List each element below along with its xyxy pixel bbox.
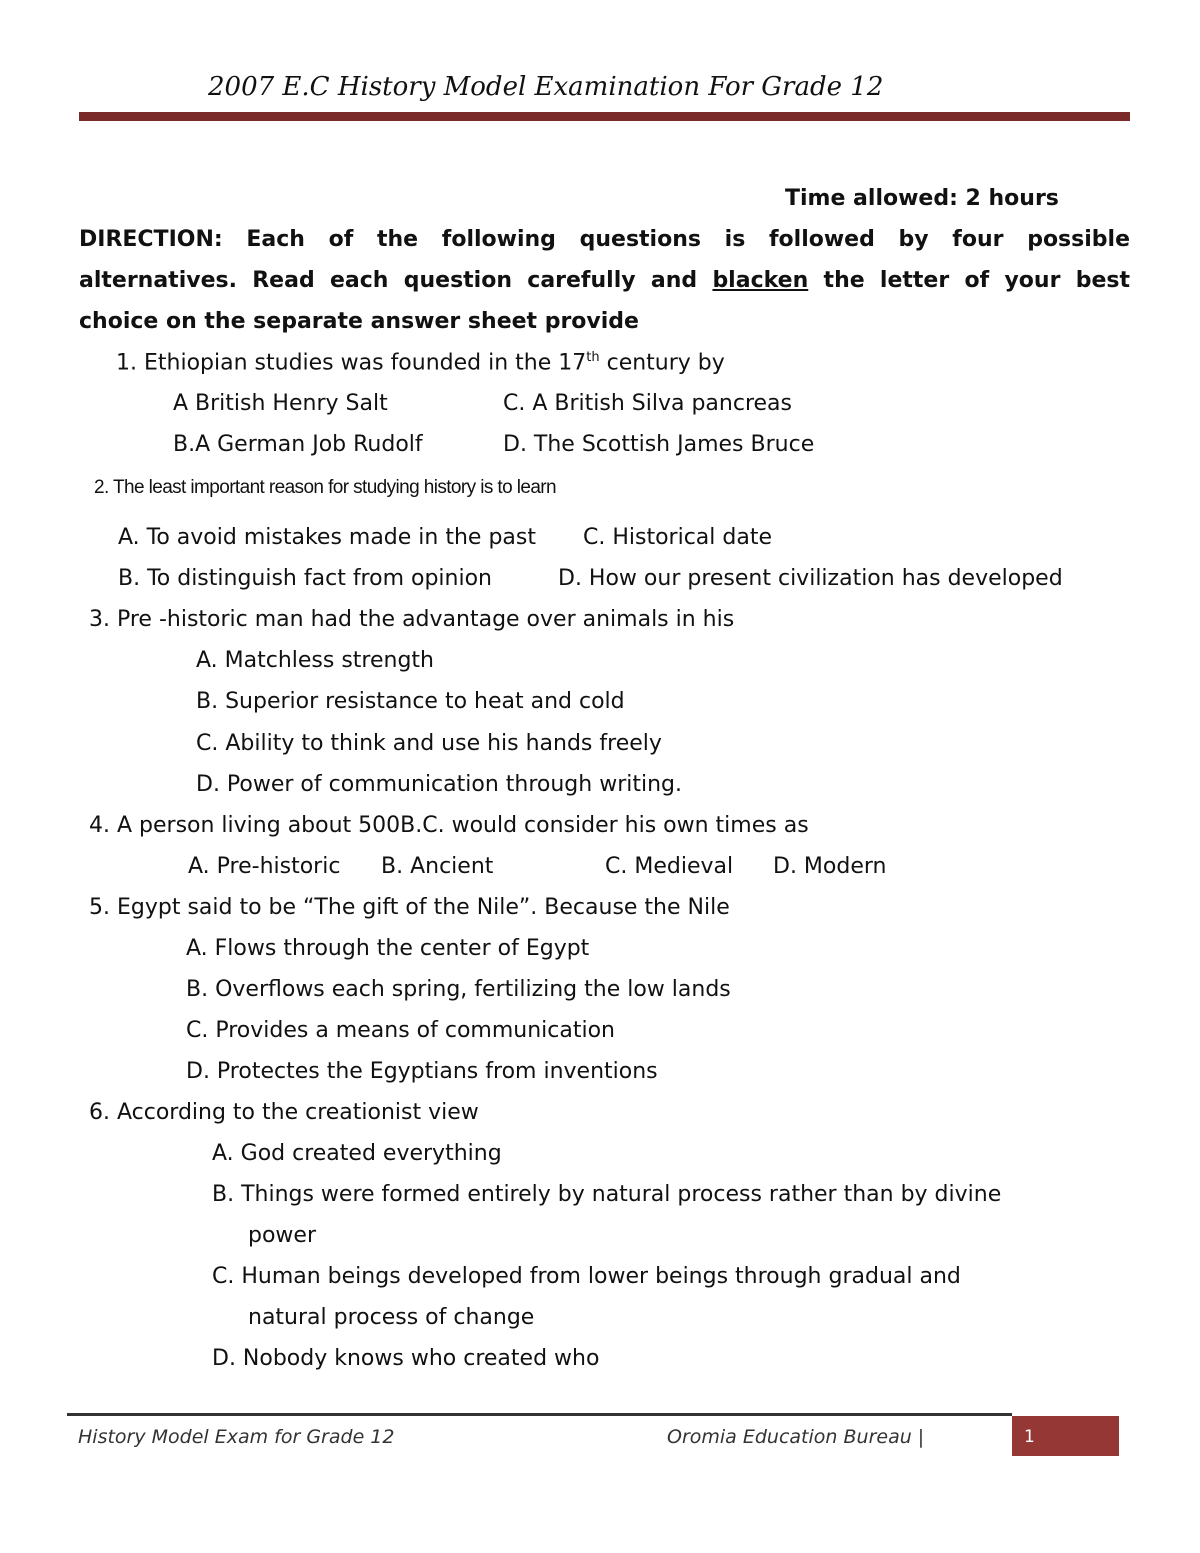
direction-line-2-pre: alternatives. Read each question carefully and [79, 268, 698, 293]
q4-option-c: C. Medieval [605, 854, 734, 879]
question-4: 4. A person living about 500B.C. would consider his own times as [89, 813, 809, 838]
page-number: 1 [1024, 1427, 1035, 1447]
q1-option-b: B.A German Job Rudolf [173, 432, 423, 457]
question-5: 5. Egypt said to be “The gift of the Nile”. Because the Nile [89, 895, 730, 920]
footer-right-text: Oromia Education Bureau | [667, 1426, 925, 1448]
direction-line-3: choice on the separate answer sheet provide [79, 309, 639, 334]
q3-option-a: A. Matchless strength [196, 648, 435, 673]
q6-option-d: D. Nobody knows who created who [212, 1346, 600, 1371]
question-1-text-pre: Ethiopian studies was founded in the 17 [144, 350, 587, 376]
question-3: 3. Pre -historic man had the advantage over animals in his [89, 607, 735, 632]
q2-option-a: A. To avoid mistakes made in the past [118, 525, 536, 550]
direction-line-1: DIRECTION: Each of the following questions is followed by four possible [79, 227, 1130, 252]
q5-option-b: B. Overflows each spring, fertilizing the low lands [186, 977, 731, 1002]
q6-option-a: A. God created everything [212, 1141, 502, 1166]
q5-option-a: A. Flows through the center of Egypt [186, 936, 590, 961]
footer-rule [67, 1413, 1012, 1416]
q6-option-c-line-2: natural process of change [248, 1305, 535, 1330]
q2-option-c: C. Historical date [583, 525, 772, 550]
q3-option-b: B. Superior resistance to heat and cold [196, 689, 625, 714]
q4-option-a: A. Pre-historic [188, 854, 341, 879]
q6-option-b-line-2: power [248, 1223, 316, 1248]
footer-left-text: History Model Exam for Grade 12 [78, 1426, 395, 1448]
direction-line-2 [79, 268, 1130, 293]
q1-option-c: C. A British Silva pancreas [503, 391, 792, 416]
q5-option-d: D. Protectes the Egyptians from inventions [186, 1059, 658, 1084]
q3-option-d: D. Power of communication through writing. [196, 772, 682, 797]
question-6: 6. According to the creationist view [89, 1100, 479, 1125]
q6-option-c-line-1: C. Human beings developed from lower beings through gradual and [212, 1264, 961, 1289]
q4-option-d: D. Modern [773, 854, 887, 879]
question-1-superscript: th [586, 350, 600, 365]
q1-option-d: D. The Scottish James Bruce [503, 432, 815, 457]
q2-option-d: D. How our present civilization has developed [558, 566, 1063, 591]
header-rule [79, 112, 1130, 121]
q3-option-c: C. Ability to think and use his hands freely [196, 731, 662, 756]
question-1-text-post: century by [599, 350, 725, 376]
page-header-title: 2007 E.C History Model Examination For Grade 12 [208, 72, 884, 102]
blacken-word: blacken [712, 268, 809, 293]
q5-option-c: C. Provides a means of communication [186, 1018, 615, 1043]
q2-option-b: B. To distinguish fact from opinion [118, 566, 492, 591]
q6-option-b-line-1: B. Things were formed entirely by natural process rather than by divine [212, 1182, 1002, 1207]
page-number-box [1012, 1416, 1119, 1456]
question-1-number: 1. [116, 350, 137, 376]
question-2: 2. The least important reason for studying history is to learn [94, 477, 556, 498]
q4-option-b: B. Ancient [381, 854, 494, 879]
question-1 [116, 350, 725, 375]
direction-line-2-post: the letter of your best [823, 268, 1130, 293]
q1-option-a: A British Henry Salt [173, 391, 388, 416]
time-allowed: Time allowed: 2 hours [785, 186, 1059, 211]
